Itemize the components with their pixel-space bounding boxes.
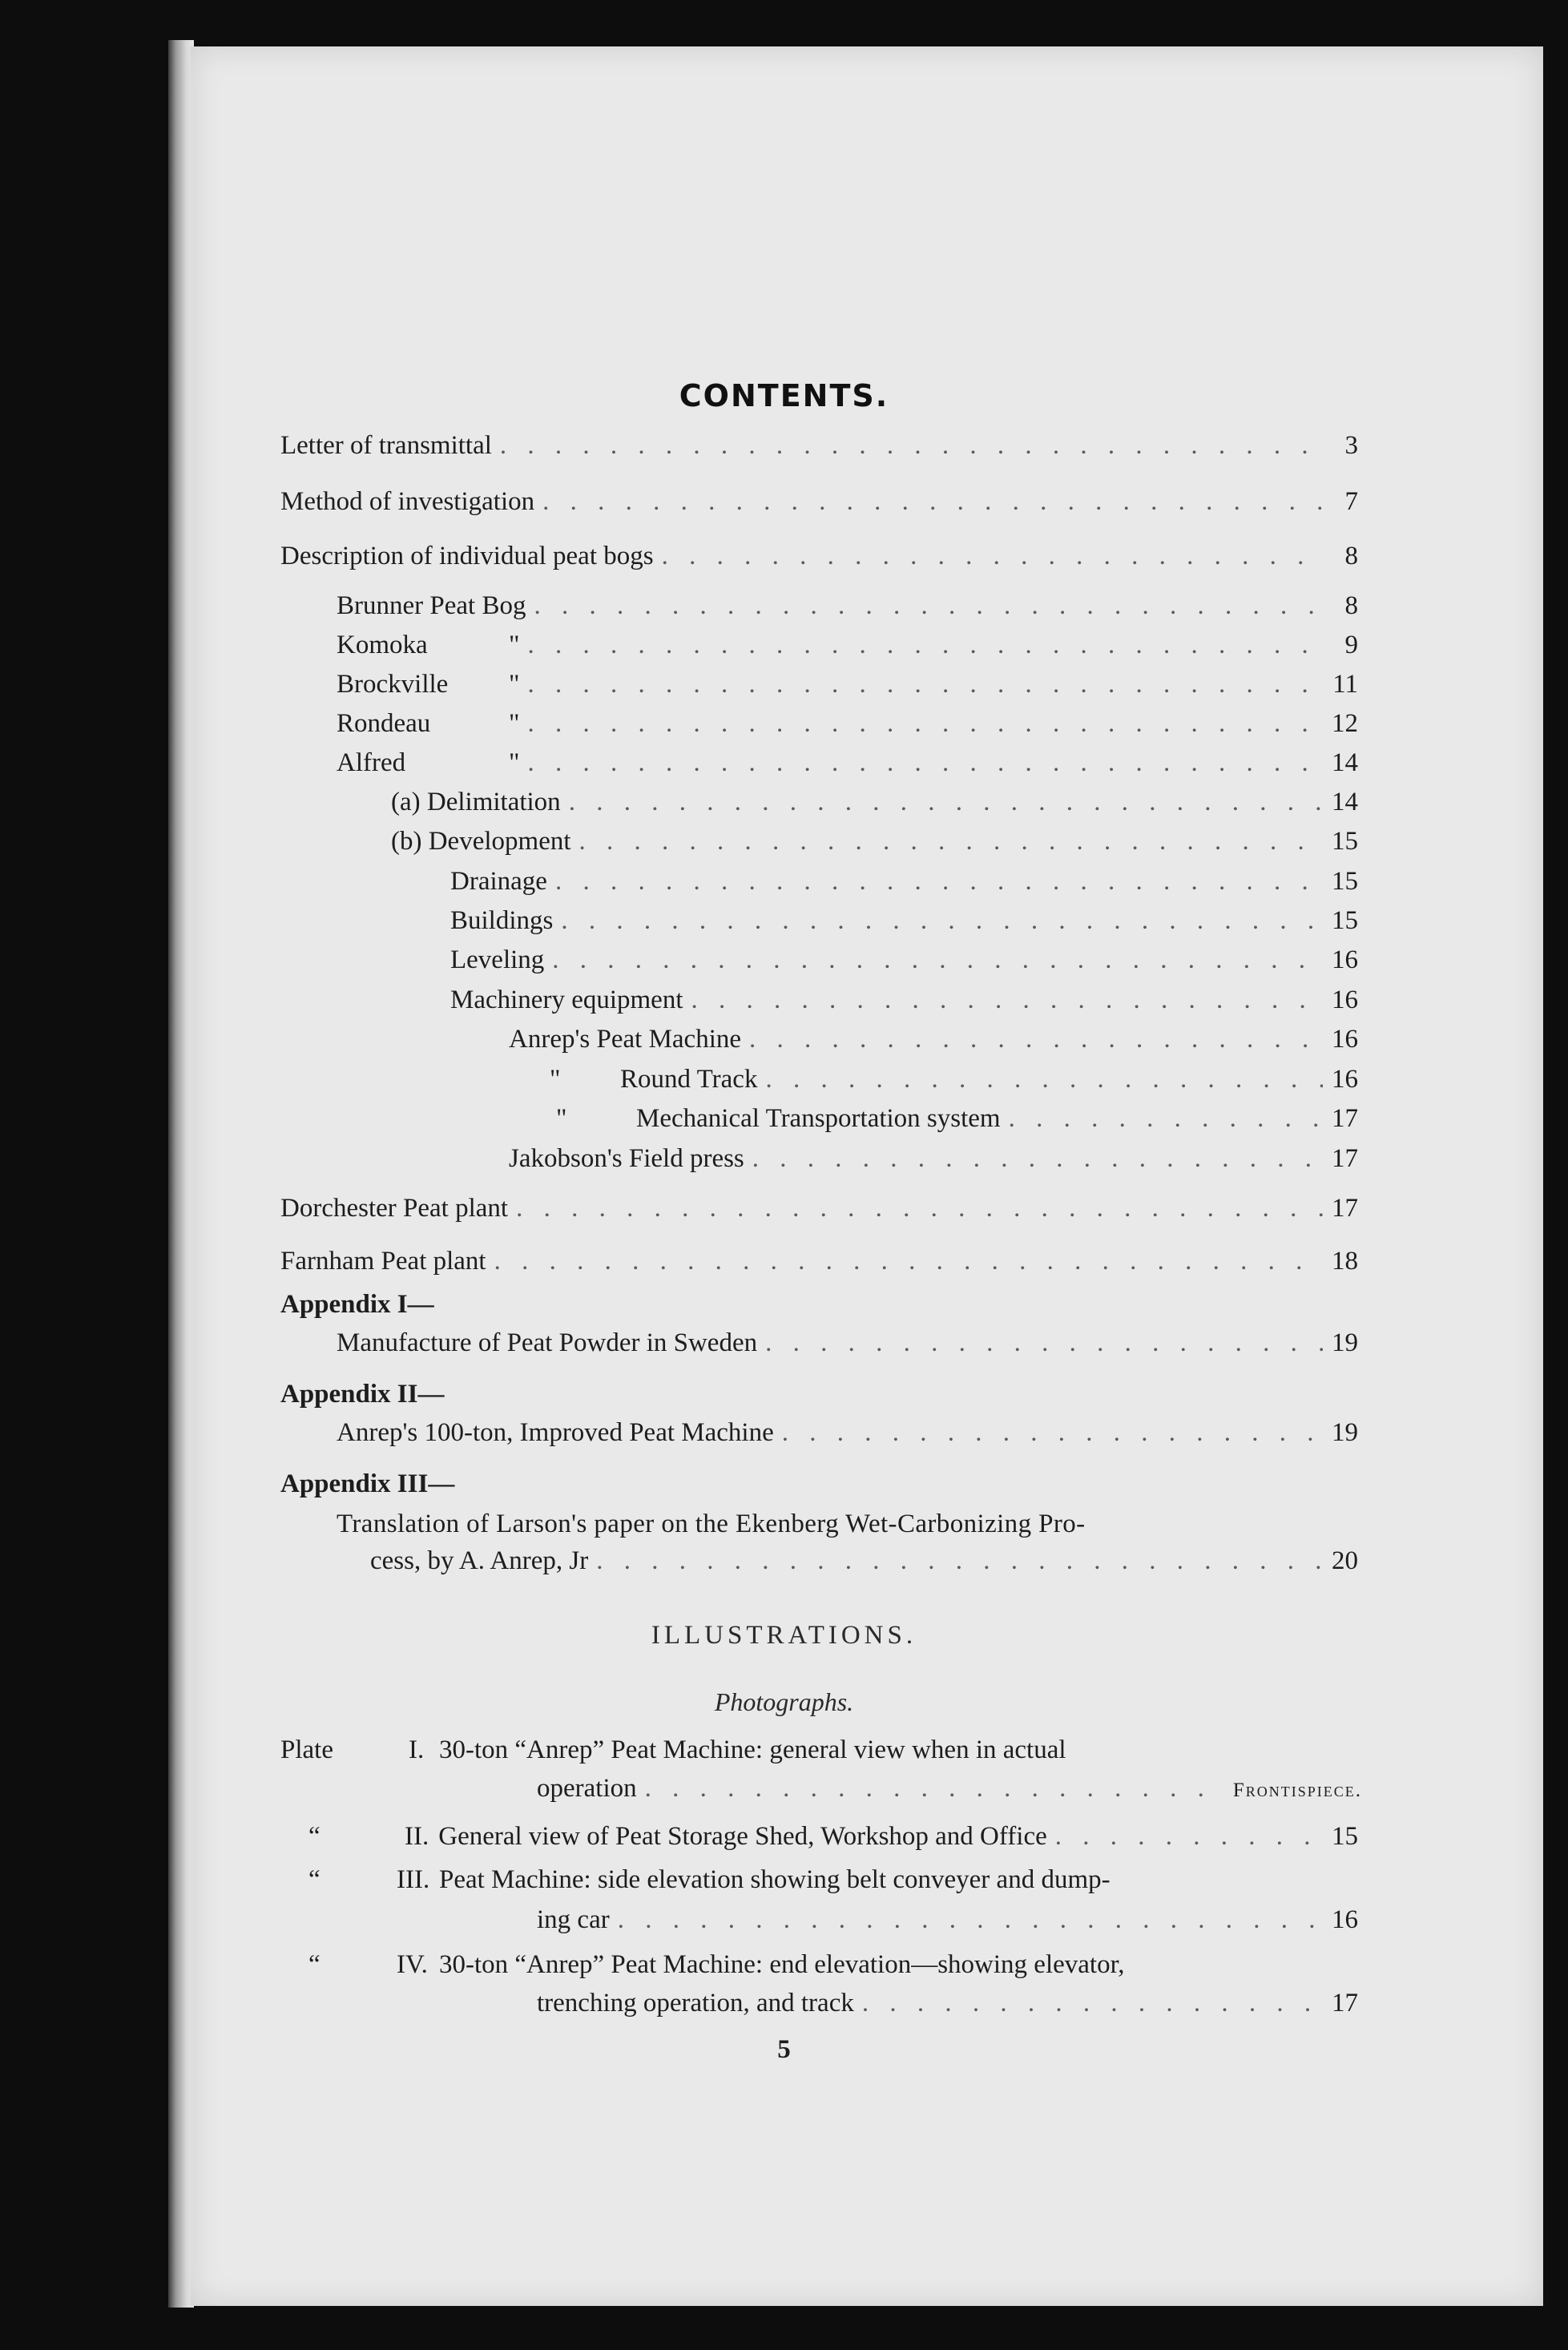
toc-entry <box>337 1328 1358 1375</box>
leader-dots <box>752 1144 1323 1174</box>
plate-caption-cont: operation <box>537 1774 637 1803</box>
toc-entry <box>280 1247 1358 1293</box>
leader-dots <box>516 1194 1323 1223</box>
plate-ditto: “ <box>308 1950 320 1979</box>
leader-dots <box>749 1025 1323 1054</box>
toc-entry-page: 17 <box>1332 1194 1358 1223</box>
plate-page: 17 <box>1332 1989 1358 2017</box>
toc-entry-page: 17 <box>1332 1104 1358 1133</box>
leader-dots <box>765 1065 1323 1094</box>
leader-dots <box>552 945 1323 975</box>
leader-dots <box>561 906 1323 936</box>
toc-entry-text: Alfred <box>337 748 406 777</box>
toc-entry-text: Farnham Peat plant <box>280 1247 486 1276</box>
toc-entry-text: Mechanical Transportation system <box>636 1104 1001 1133</box>
toc-entry-text: Dorchester Peat plant <box>280 1194 509 1223</box>
leader-dots <box>862 1989 1323 2018</box>
toc-entry-page: 17 <box>1332 1144 1358 1173</box>
toc-entry <box>280 487 1358 534</box>
toc-entry-page: 11 <box>1332 670 1358 699</box>
plate-number: I. <box>409 1735 425 1764</box>
leader-dots <box>527 748 1323 778</box>
plate-caption-cont: ing car <box>537 1905 610 1934</box>
plate-caption: 30-ton “Anrep” Peat Machine: general view when in actual <box>439 1735 1066 1764</box>
toc-entry-page: 14 <box>1332 788 1358 816</box>
toc-entry <box>280 542 1358 588</box>
toc-entry-text: Rondeau <box>337 709 431 738</box>
toc-entry-text: Brockville <box>337 670 449 699</box>
toc-entry-text: Round Track <box>620 1065 758 1094</box>
leader-dots <box>645 1774 1225 1804</box>
leader-dots <box>569 788 1323 817</box>
toc-entry-text: Letter of transmittal <box>280 431 492 460</box>
plate-ditto: “ <box>308 1822 320 1851</box>
plate-label: Plate <box>280 1735 333 1764</box>
toc-entry-text: Description of individual peat bogs <box>280 542 654 570</box>
leader-dots <box>579 827 1323 857</box>
appendix-heading: Appendix II— <box>280 1380 445 1409</box>
toc-entry-page: 7 <box>1344 487 1358 516</box>
toc-entry-text: (b) Development <box>391 827 571 856</box>
toc-entry-page: 15 <box>1332 867 1358 896</box>
toc-entry-page: 8 <box>1344 591 1358 620</box>
toc-entry-page: 16 <box>1332 1025 1358 1054</box>
toc-entry-text: Brunner Peat Bog <box>337 591 526 620</box>
toc-entry-page: 15 <box>1332 827 1358 856</box>
toc-entry-text: Leveling <box>450 945 545 974</box>
toc-entry-text: Drainage <box>450 867 547 896</box>
toc-entry-text: Translation of Larson's paper on the Ekenberg Wet-Carbonizing Pro- <box>337 1510 1086 1538</box>
toc-entry-text: Komoka <box>337 631 428 659</box>
plate-entry <box>405 1822 1358 1868</box>
appendix-heading: Appendix III— <box>280 1469 455 1498</box>
toc-entry <box>280 1194 1358 1240</box>
toc-entry-page: 20 <box>1332 1546 1358 1575</box>
plate-caption-end <box>537 1989 1358 2035</box>
toc-entry-page: 16 <box>1332 986 1358 1014</box>
toc-entry-page: 9 <box>1344 631 1358 659</box>
toc-entry-page: 15 <box>1332 906 1358 935</box>
plate-number: II. <box>405 1822 429 1851</box>
leader-dots <box>500 431 1323 461</box>
ditto-mark: " <box>509 748 520 777</box>
plate-page: 15 <box>1332 1822 1358 1851</box>
toc-entry-page: 3 <box>1344 431 1358 460</box>
toc-entry <box>370 1546 1358 1593</box>
leader-dots <box>527 670 1323 699</box>
leader-dots <box>527 709 1323 739</box>
plate-page: Frontispiece. <box>1232 1780 1362 1801</box>
leader-dots <box>527 631 1323 660</box>
ditto-mark: " <box>550 1065 561 1094</box>
toc-entry <box>337 1418 1358 1465</box>
leader-dots <box>555 867 1323 897</box>
ditto-mark: " <box>509 670 520 699</box>
plate-page: 16 <box>1332 1905 1358 1934</box>
leader-dots <box>662 542 1323 571</box>
plate-caption: General view of Peat Storage Shed, Workshop and Office <box>438 1822 1047 1851</box>
ditto-mark: " <box>509 709 520 738</box>
plate-caption-end <box>537 1774 1362 1820</box>
leader-dots <box>782 1418 1323 1448</box>
leader-dots <box>765 1328 1323 1358</box>
toc-entry-text: Manufacture of Peat Powder in Sweden <box>337 1328 758 1357</box>
toc-entry-page: 18 <box>1332 1247 1358 1276</box>
leader-dots <box>1055 1822 1323 1852</box>
toc-entry-page: 16 <box>1332 1065 1358 1094</box>
toc-entry-page: 12 <box>1332 709 1358 738</box>
page-number: 5 <box>777 2035 791 2064</box>
leader-dots <box>618 1905 1323 1935</box>
toc-entry-page: 14 <box>1332 748 1358 777</box>
leader-dots <box>596 1546 1323 1576</box>
photographs-subheading: Photographs. <box>714 1687 854 1716</box>
ditto-mark: " <box>509 631 520 659</box>
plate-ditto: “ <box>308 1865 320 1894</box>
leader-dots <box>542 487 1323 517</box>
toc-entry-text: (a) Delimitation <box>391 788 561 816</box>
leader-dots <box>691 986 1324 1015</box>
plate-caption-end <box>537 1905 1358 1952</box>
toc-entry <box>280 431 1358 478</box>
plate-number: IV. <box>397 1950 428 1979</box>
toc-entry-page: 8 <box>1344 542 1358 570</box>
toc-entry-page: 19 <box>1332 1328 1358 1357</box>
plate-number: III. <box>397 1865 430 1894</box>
toc-entry-text: Machinery equipment <box>450 986 683 1014</box>
toc-entry-text: Anrep's Peat Machine <box>509 1025 742 1054</box>
toc-entry-text: Anrep's 100-ton, Improved Peat Machine <box>337 1418 774 1447</box>
leader-dots <box>494 1247 1323 1276</box>
ditto-mark: " <box>556 1104 567 1133</box>
appendix-heading: Appendix I— <box>280 1290 434 1319</box>
toc-entry-page: 19 <box>1332 1418 1358 1447</box>
leader-dots <box>1009 1104 1323 1134</box>
toc-entry-text: Jakobson's Field press <box>509 1144 744 1173</box>
toc-entry-page: 16 <box>1332 945 1358 974</box>
plate-caption-cont: trenching operation, and track <box>537 1989 854 2017</box>
toc-entry-text: Buildings <box>450 906 554 935</box>
plate-caption: Peat Machine: side elevation showing belt conveyer and dump- <box>439 1865 1110 1894</box>
toc-entry-text: cess, by A. Anrep, Jr <box>370 1546 589 1575</box>
illustrations-heading: ILLUSTRATIONS. <box>651 1621 917 1650</box>
contents-heading: CONTENTS. <box>679 378 889 413</box>
toc-entry-text: Method of investigation <box>280 487 535 516</box>
leader-dots <box>534 591 1323 621</box>
plate-caption: 30-ton “Anrep” Peat Machine: end elevation—showing elevator, <box>439 1950 1125 1979</box>
toc-entry <box>509 1144 1358 1191</box>
